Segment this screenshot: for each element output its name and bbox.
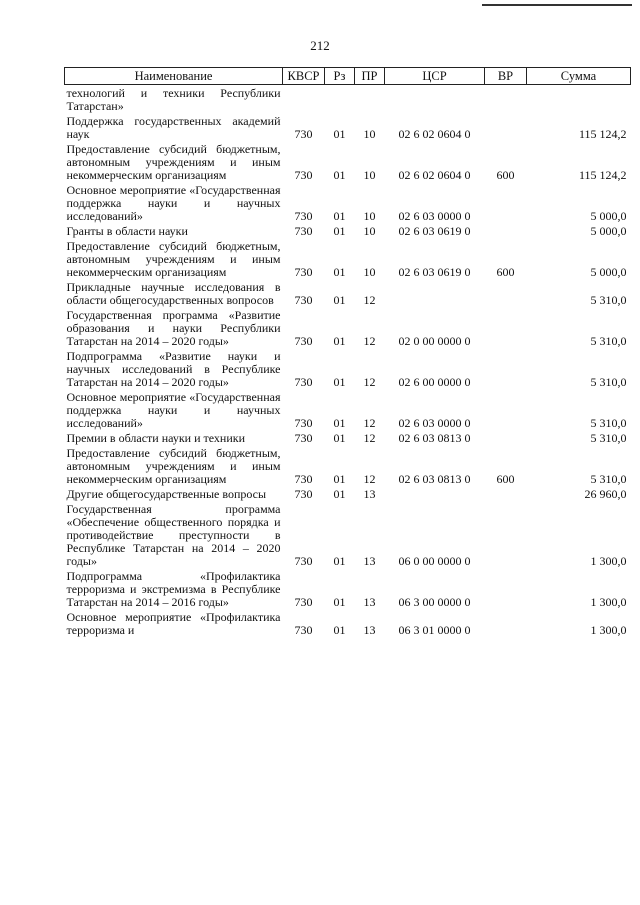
cell-vr [485,568,527,609]
cell-pr: 13 [363,595,376,609]
cell-vr [485,609,527,637]
cell-pr: 13 [363,554,376,568]
cell-csr: 06 0 00 0000 0 [398,554,471,568]
cell-csr: 06 3 00 0000 0 [398,595,471,609]
table-row [65,568,631,609]
cell-sum: 115 124,2 [578,168,627,182]
cell-name: Основное мероприятие «Профилактика терроризма и [66,610,281,637]
cell-sum: 5 310,0 [590,375,627,389]
cell-pr: 12 [363,416,376,430]
cell-pr: 10 [363,168,376,182]
cell-name: Подпрограмма «Профилактика терроризма и экстремизма в Республике Татарстан на 2014 – 2016 годы» [66,569,281,609]
cell-kvsr: 730 [294,472,313,486]
cell-pr: 12 [363,334,376,348]
cell-pr: 12 [363,431,376,445]
table-row [65,445,631,486]
cell-sum: 5 000,0 [590,265,627,279]
table-row [65,307,631,348]
cell-rz: 01 [333,554,346,568]
cell-vr [485,486,527,501]
cell-pr: 13 [363,487,376,501]
cell-sum: 5 310,0 [590,334,627,348]
cell-vr: 600 [496,472,515,486]
cell-rz: 01 [333,487,346,501]
table-row [65,486,631,501]
cell-vr [485,501,527,568]
cell-name: Гранты в области науки [66,224,188,238]
cell-name: Предоставление субсидий бюджетным, автономным учреждениям и иным некоммерческим организациям [66,239,281,279]
col-header-name: Наименование [65,68,283,85]
cell-kvsr: 730 [294,623,313,637]
cell-pr: 12 [363,472,376,486]
cell-name: Подпрограмма «Развитие науки и научных исследований в Республике Татарстан на 2014 – 2020 годы» [66,349,281,389]
cell-name: Основное мероприятие «Государственная поддержка науки и научных исследований» [66,390,281,430]
table-body [65,85,631,638]
cell-vr [485,279,527,307]
cell-pr: 12 [363,293,376,307]
cell-rz: 01 [333,265,346,279]
cell-rz: 01 [333,375,346,389]
cell-vr [485,182,527,223]
cell-sum: 5 310,0 [590,416,627,430]
cell-csr: 02 6 02 0604 0 [398,127,471,141]
cell-name: Премии в области науки и техники [66,431,246,445]
cell-name: Другие общегосударственные вопросы [66,487,267,501]
table-row [65,430,631,445]
table-row [65,141,631,182]
cell-name: Государственная программа «Развитие образования и науки Республики Татарстан на 2014 – 2020 годы» [66,308,281,348]
col-header-vr: ВР [485,68,527,85]
cell-vr [485,389,527,430]
cell-vr: 600 [496,168,515,182]
cell-kvsr [283,85,325,114]
cell-pr: 13 [363,623,376,637]
cell-name: Поддержка государственных академий наук [66,114,281,141]
cell-csr: 02 6 03 0619 0 [398,265,471,279]
cell-csr [385,486,485,501]
col-header-kvsr: КВСР [283,68,325,85]
cell-sum: 1 300,0 [590,623,627,637]
cell-rz: 01 [333,209,346,223]
cell-sum [527,85,631,114]
cell-csr [385,279,485,307]
cell-pr [355,85,385,114]
cell-kvsr: 730 [294,595,313,609]
table-row [65,279,631,307]
cell-pr: 10 [363,209,376,223]
cell-csr: 02 6 03 0619 0 [398,224,471,238]
cell-name: Государственная программа «Обеспечение общественного порядка и противодействие преступности в Республике Татарстан на 2014 – 2020 годы» [66,502,281,568]
cell-vr [485,85,527,114]
table-row [65,223,631,238]
cell-kvsr: 730 [294,487,313,501]
cell-vr [485,430,527,445]
cell-sum: 5 310,0 [590,431,627,445]
cell-csr: 02 6 03 0000 0 [398,209,471,223]
cell-csr: 02 6 03 0813 0 [398,472,471,486]
cell-kvsr: 730 [294,431,313,445]
cell-vr [485,307,527,348]
table-row [65,348,631,389]
cell-kvsr: 730 [294,127,313,141]
table-row [65,85,631,114]
cell-csr: 02 6 03 0000 0 [398,416,471,430]
cell-csr: 06 3 01 0000 0 [398,623,471,637]
cell-rz: 01 [333,623,346,637]
cell-pr: 12 [363,375,376,389]
cell-rz: 01 [333,416,346,430]
cell-vr [485,113,527,141]
cell-kvsr: 730 [294,265,313,279]
cell-rz: 01 [333,472,346,486]
cell-pr: 10 [363,224,376,238]
cell-sum: 5 310,0 [590,293,627,307]
cell-pr: 10 [363,127,376,141]
table-row [65,609,631,637]
cell-csr: 02 6 00 0000 0 [398,375,471,389]
cell-csr: 02 0 00 0000 0 [398,334,471,348]
table-header [65,68,631,85]
page-number: 212 [310,38,330,53]
cell-name: Прикладные научные исследования в области общегосударственных вопросов [66,280,281,307]
col-header-pr: ПР [355,68,385,85]
col-header-rz: Рз [325,68,355,85]
cell-kvsr: 730 [294,293,313,307]
cell-sum: 115 124,2 [578,127,627,141]
cell-rz: 01 [333,224,346,238]
cell-sum: 26 960,0 [584,487,627,501]
col-header-csr: ЦСР [385,68,485,85]
cell-name: Предоставление субсидий бюджетным, автономным учреждениям и иным некоммерческим организациям [66,142,281,182]
cell-rz: 01 [333,595,346,609]
cell-kvsr: 730 [294,334,313,348]
table-row [65,238,631,279]
cell-vr: 600 [496,265,515,279]
table-row [65,182,631,223]
col-header-sum: Сумма [527,68,631,85]
cell-kvsr: 730 [294,224,313,238]
cell-vr [485,223,527,238]
table-row [65,113,631,141]
cell-kvsr: 730 [294,168,313,182]
cell-name: Основное мероприятие «Государственная поддержка науки и научных исследований» [66,183,281,223]
cell-sum: 1 300,0 [590,554,627,568]
cell-kvsr: 730 [294,375,313,389]
cell-csr: 02 6 02 0604 0 [398,168,471,182]
table-row [65,501,631,568]
cell-kvsr: 730 [294,416,313,430]
cell-sum: 5 000,0 [590,209,627,223]
cell-pr: 10 [363,265,376,279]
cell-rz: 01 [333,127,346,141]
cell-rz: 01 [333,168,346,182]
cell-rz [325,85,355,114]
budget-table [64,67,631,637]
cell-rz: 01 [333,334,346,348]
table-row [65,389,631,430]
cell-name: Предоставление субсидий бюджетным, автономным учреждениям и иным некоммерческим организациям [66,446,281,486]
cell-rz: 01 [333,293,346,307]
cell-kvsr: 730 [294,209,313,223]
cell-sum: 5 000,0 [590,224,627,238]
cell-kvsr: 730 [294,554,313,568]
cell-csr: 02 6 03 0813 0 [398,431,471,445]
cell-name: технологий и техники Республики Татарстан» [66,86,281,113]
cell-sum: 5 310,0 [590,472,627,486]
cell-sum: 1 300,0 [590,595,627,609]
cell-csr [385,85,485,114]
top-rule [482,4,632,6]
cell-rz: 01 [333,431,346,445]
cell-vr [485,348,527,389]
